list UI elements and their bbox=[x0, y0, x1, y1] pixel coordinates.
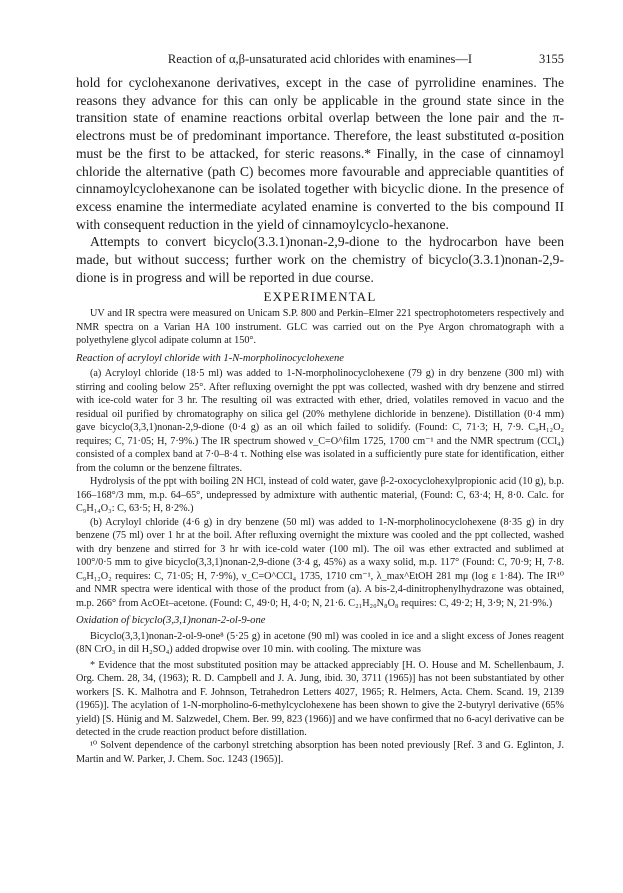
procedure-a: (a) Acryloyl chloride (18·5 ml) was added to 1-N-morpholinocyclohexene (79 g) in dry benzene (300 ml) with stirring and cooling below 25°. After refluxing overnight the ppt was collected, washed with dry benzene and stirred with ice-cold water for 3 hr. The resulting oil was extracted with ether, dried, volatiles removed in vacuo and the residual oil purified by chromatography on silica gel (20% methylene dichloride in benzene). Distillation (0·4 mm) gave bicyclo(3,3,1)nonan-2,9-dione (0·4 g) as an oil which failed to solidify. (Found: C, 71·3; H, 7·9. C₉H₁₂O₂ requires; C, 71·05; H, 7·9%.) The IR spectrum showed ν_C=O^film 1725, 1700 cm⁻¹ and the NMR spectrum (CCl₄) consisted of a complex band at 7·0–8·4 τ. Nothing else was isolated in a sufficiently pure state for identification, either from the column or the benzene filtrates. bbox=[76, 368, 564, 474]
running-title: Reaction of α,β-unsaturated acid chlorides with enamines—I bbox=[167, 52, 473, 66]
experimental-section bbox=[76, 307, 564, 657]
subsection-title-oxidation: Oxidation of bicyclo(3,3,1)nonan-2-ol-9-one bbox=[76, 615, 266, 627]
oxidation-text: Bicyclo(3,3,1)nonan-2-ol-9-one⁸ (5·25 g) in acetone (90 ml) was cooled in ice and a slight excess of Jones reagent (8N CrO₃ in dil H₂SO₄) added dropwise over 10 min. with cooling. The mixture was bbox=[76, 630, 564, 656]
footnote-10: ¹⁰ Solvent dependence of the carbonyl stretching absorption has been noted previously [Ref. 3 and G. Eglinton, J. Martin and W. Parker, J. Chem. Soc. 1243 (1965)]. bbox=[76, 740, 564, 765]
footnote-star: * Evidence that the most substituted position may be attacked appreciably [H. O. House and M. Schellenbaum, J. Org. Chem. 28, 34, (1963); R. D. Campbell and J. A. Jung, ibid. 30, 3711 (1965)] has not been substantiated by other workers [S. K. Malhotra and F. Johnson, Tetrahedron Letters 4027, 1965; R. Helmers, Acta. Chem. Scand. 19, 2139 (1965)]. The acylation of 1-N-morpholino-6-methylcyclohexene has been shown to give the 2-butyryl derivative (65% yield) [S. Hünig and M. Salzwedel, Chem. Ber. 99, 823 (1966)] and we have confirmed that no 6-acyl derivative can be detected in the crude reaction product before distillation. bbox=[76, 659, 564, 738]
main-text bbox=[76, 74, 564, 286]
body-paragraph-2: Attempts to convert bicyclo(3.3.1)nonan-2,9-dione to the hydrocarbon have been made, but without success; further work on the chemistry of bicyclo(3.3.1)nonan-2,9-dione is in progress and will be reported in due course. bbox=[76, 234, 564, 285]
experimental-heading: EXPERIMENTAL bbox=[263, 289, 377, 305]
journal-page bbox=[76, 52, 564, 766]
procedure-hydrolysis: Hydrolysis of the ppt with boiling 2N HCl, instead of cold water, gave β-2-oxocyclohexylpropionic acid (10 g), b.p. 166–168°/3 mm, m.p. 64–65°, undepressed by admixture with authentic material, (Found: C, 63·4; H, 8·0. Calc. for C₉H₁₄O₃: C, 63·5; H, 8·2%.) bbox=[76, 476, 564, 515]
procedure-b: (b) Acryloyl chloride (4·6 g) in dry benzene (50 ml) was added to 1-N-morpholinocyclohexene (8·35 g) in dry benzene (75 ml) over 1 hr at the boil. After refluxing overnight the mixture was cooled and the ppt collected, washed with dry benzene and stirred for 3 hr with ice-cold water (100 ml). The oil was ether extracted and sublimed at 100°/0·5 mm to give bicyclo(3,3,1)nonan-2,9-dione (3·4 g, 45%) as a waxy solid, m.p. 117° (Found: C, 70·9; H, 7·8. C₉H₁₂O₂ requires: C, 71·05; H, 7·9%), ν_C=O^CCl₄ 1735, 1710 cm⁻¹, λ_max^EtOH 281 mμ (log ε 1·84). The IR¹⁰ and NMR spectra were identical with those of the product from (a). A bis-2,4-dinitrophenylhydrazone was obtained, m.p. 266° from AcOEt–acetone. (Found: C, 49·0; H, 4·0; N, 21·6. C₂₁H₂₀N₈O₈ requires: C, 49·2; H, 3·9; N, 21·9%.) bbox=[76, 516, 564, 609]
body-paragraph-1: hold for cyclohexanone derivatives, except in the case of pyrrolidine enamines. The reasons they advance for this can only be applicable in the ground state since in the transition state of enamine reactions orbital overlap between the lone pair and the π-electrons must be of predominant importance. Therefore, the least substituted α-position must be the first to be attacked, for steric reasons.* Finally, in the case of cinnamoyl chloride the alternative (path C) becomes more favourable and appreciable quantities of cinnamoylcyclohexanone can be isolated together with bicyclic dione. In the presence of excess enamine the intermediate acylated enamine is converted to the bis compound II with consequent reduction in the yield of cinnamoylcyclo-hexanone. bbox=[76, 75, 564, 232]
running-header bbox=[76, 52, 564, 74]
experimental-intro: UV and IR spectra were measured on Unicam S.P. 800 and Perkin–Elmer 221 spectrophotometers respectively and NMR spectra on a Varian HA 100 instrument. GLC was carried out on the Pye Argon chromatograph with a polyethylene glycol adipate column at 150°. bbox=[76, 308, 564, 347]
page-number: 3155 bbox=[539, 52, 564, 66]
footnotes bbox=[76, 659, 564, 766]
subsection-title-acryloyl: Reaction of acryloyl chloride with 1-N-morpholinocyclohexene bbox=[76, 352, 345, 364]
